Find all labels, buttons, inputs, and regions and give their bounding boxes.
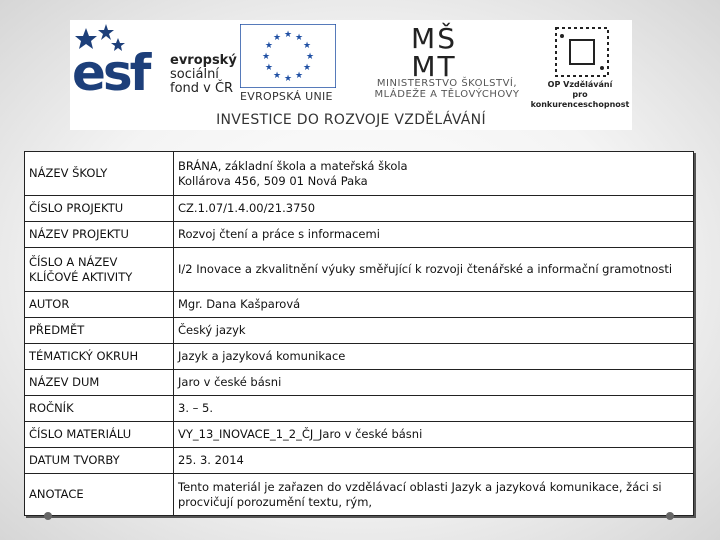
field-value-text: 3. – 5. [178, 401, 214, 415]
eu-star-icon: ★ [283, 74, 293, 84]
field-value-text: BRÁNA, základní škola a mateřská škola [178, 158, 408, 173]
table-row [25, 448, 694, 474]
eu-star-icon: ★ [305, 52, 315, 62]
field-value [174, 292, 694, 318]
field-value-text: I/2 Inovace a zkvalitnění výuky směřující k rozvoji čtenářské a informační gramotnosti [178, 262, 673, 276]
field-value [174, 248, 694, 292]
field-value [174, 152, 694, 196]
field-value [174, 422, 694, 448]
field-value [174, 370, 694, 396]
svg-text:esf: esf [72, 44, 149, 92]
field-value [174, 396, 694, 422]
eu-star-icon: ★ [264, 41, 273, 51]
field-label-text: NÁZEV ŠKOLY [29, 166, 108, 180]
field-label-text: NÁZEV DUM [29, 375, 100, 389]
eu-star-icon: ★ [283, 30, 293, 40]
field-value-text: 25. 3. 2014 [178, 453, 244, 467]
field-label [25, 474, 174, 516]
field-value-text: Tento materiál je zařazen do vzdělávací oblasti Jazyk a jazyková komunikace, žáci si [178, 479, 662, 494]
esf-logo-icon [72, 24, 164, 92]
field-value [174, 222, 694, 248]
field-label-text: ČÍSLO PROJEKTU [29, 201, 124, 215]
op-logo-icon [550, 24, 614, 80]
svg-text:MT: MT [411, 50, 457, 78]
eu-flag-icon [240, 24, 336, 88]
eu-star-icon: ★ [303, 63, 312, 73]
field-label-text: NÁZEV PROJEKTU [29, 227, 129, 241]
slide-dot-left [44, 512, 52, 520]
eu-star-icon: ★ [261, 52, 271, 62]
field-label [25, 318, 174, 344]
table-row [25, 344, 694, 370]
table-row [25, 248, 694, 292]
table-row [25, 292, 694, 318]
field-label [25, 222, 174, 248]
field-value-text: Kollárova 456, 509 01 Nová Paka [178, 173, 368, 188]
field-value-text: Český jazyk [178, 323, 246, 337]
field-value-text: Jazyk a jazyková komunikace [178, 349, 346, 363]
esf-label: evropský sociální fond v ČR [170, 53, 237, 96]
table-row [25, 222, 694, 248]
field-label [25, 448, 174, 474]
eu-star-icon: ★ [272, 32, 282, 43]
field-label [25, 422, 174, 448]
msmt-logo-icon [388, 22, 480, 78]
slogan: INVESTICE DO ROZVOJE VZDĚLÁVÁNÍ [216, 112, 486, 128]
field-label-text: ČÍSLO A NÁZEV [29, 254, 118, 269]
field-label [25, 344, 174, 370]
field-value [174, 196, 694, 222]
field-label-text: PŘEDMĚT [29, 323, 85, 337]
table-row [25, 422, 694, 448]
op-label: OP Vzdělávání pro konkurenceschopnost [530, 80, 630, 109]
eu-label: EVROPSKÁ UNIE [240, 90, 333, 103]
field-label-text: AUTOR [29, 297, 70, 311]
field-label-text: KLÍČOVÉ AKTIVITY [29, 269, 133, 284]
field-value [174, 344, 694, 370]
table-row [25, 370, 694, 396]
msmt-label: MINISTERSTVO ŠKOLSTVÍ, MLÁDEŽE A TĚLOVÝCHOVY [374, 78, 520, 100]
field-value-text: CZ.1.07/1.4.00/21.3750 [178, 201, 316, 215]
field-label [25, 396, 174, 422]
field-value-text: Rozvoj čtení a práce s informacemi [178, 227, 380, 241]
field-label-text: ČÍSLO MATERIÁLU [29, 427, 132, 441]
field-label-text: ROČNÍK [29, 401, 74, 415]
eu-star-icon: ★ [264, 63, 273, 73]
field-value-text: Mgr. Dana Kašparová [178, 297, 301, 311]
field-value [174, 474, 694, 516]
eu-star-icon: ★ [294, 71, 304, 82]
field-label-text: DATUM TVORBY [29, 453, 120, 467]
table-row [25, 318, 694, 344]
field-label [25, 292, 174, 318]
eu-star-icon: ★ [303, 41, 312, 51]
info-table [24, 151, 694, 516]
field-value-text: Jaro v české básni [178, 375, 282, 389]
field-value-text: VY_13_INOVACE_1_2_ČJ_Jaro v české básni [178, 427, 423, 441]
field-label [25, 370, 174, 396]
field-value [174, 318, 694, 344]
logo-banner [70, 20, 632, 130]
field-label-text: ANOTACE [29, 487, 84, 501]
eu-star-icon: ★ [294, 32, 304, 43]
field-label [25, 248, 174, 292]
field-label [25, 196, 174, 222]
table-row [25, 152, 694, 196]
table-row [25, 474, 694, 516]
table-row [25, 196, 694, 222]
field-label [25, 152, 174, 196]
eu-star-icon: ★ [272, 71, 282, 82]
field-value [174, 448, 694, 474]
svg-text:MŠ: MŠ [411, 22, 457, 55]
field-label-text: TÉMATICKÝ OKRUH [29, 349, 139, 363]
field-value-text: procvičují porozumění textu, rým, [178, 494, 373, 509]
slide-dot-right [666, 512, 674, 520]
table-row [25, 396, 694, 422]
